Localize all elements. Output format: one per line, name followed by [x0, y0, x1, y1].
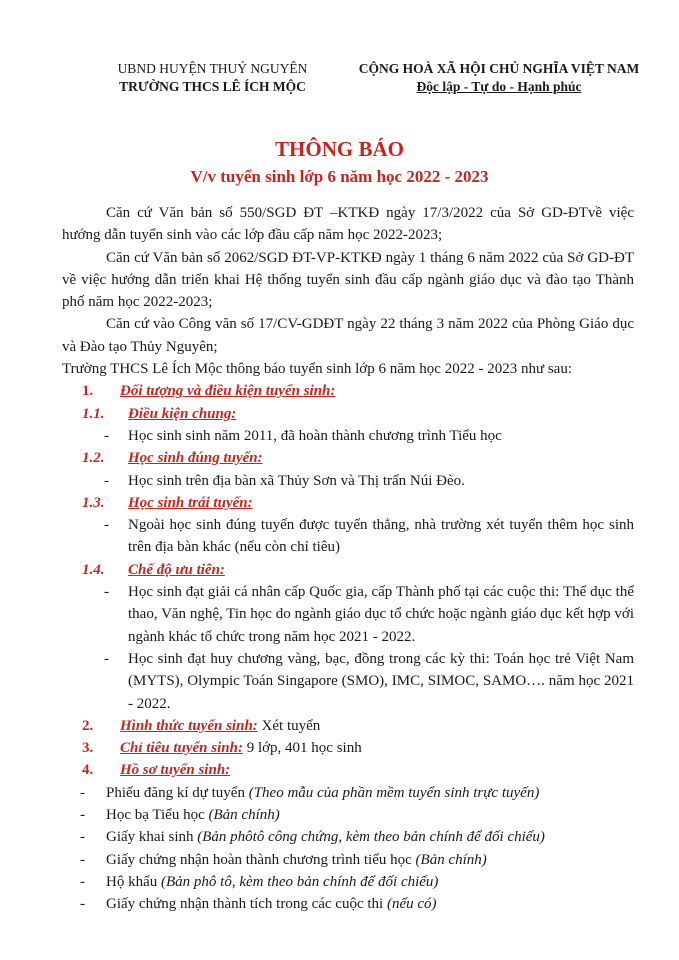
document-title: THÔNG BÁO — [275, 137, 404, 161]
section-1-heading: 1. Đối tượng và điều kiện tuyển sinh: — [82, 383, 336, 400]
issuer-authority: UBND HUYỆN THUỶ NGUYÊN — [117, 61, 308, 76]
national-motto-block — [340, 60, 658, 96]
dossier-item: - Phiếu đăng kí dự tuyển (Theo mẫu của phần mềm tuyển sinh trực tuyến) — [80, 784, 540, 801]
section-2: 2. Hình thức tuyển sinh: Xét tuyển — [82, 717, 321, 734]
dossier-item: - Giấy chứng nhận thành tích trong các cuộc thi (nếu có) — [80, 896, 437, 913]
basis-paragraph-3: Căn cứ vào Công văn số 17/CV-GDĐT ngày 22 tháng 3 năm 2022 của Phòng Giáo dục và Đào tạo Thủy Nguyên; — [62, 316, 634, 355]
national-motto: Độc lập - Tự do - Hạnh phúc — [416, 79, 582, 94]
basis-paragraph-1: Căn cứ Văn bản số 550/SGD ĐT –KTKĐ ngày 17/3/2022 của Sở GD-ĐTvề việc hướng dẫn tuyển sinh vào các lớp đầu cấp năm học 2022-2023; — [62, 205, 634, 244]
section-1-3-heading: 1.3. Học sinh trái tuyến: — [82, 494, 253, 511]
list-item: - Học sinh trên địa bàn xã Thủy Sơn và Thị trấn Núi Đèo. — [104, 472, 465, 489]
issuer-school: TRƯỜNG THCS LÊ ÍCH MỘC — [119, 79, 306, 94]
section-1-2-heading: 1.2. Học sinh đúng tuyến: — [82, 450, 263, 467]
document-subtitle: V/v tuyển sinh lớp 6 năm học 2022 - 2023 — [190, 167, 489, 186]
intro-paragraph: Trường THCS Lê Ích Mộc thông báo tuyển sinh lớp 6 năm học 2022 - 2023 như sau: — [62, 361, 573, 378]
list-item: - Ngoài học sinh đúng tuyến được tuyển thẳng, nhà trường xét tuyển thêm học sinh trên địa bàn khác (nếu còn chỉ tiêu) — [104, 517, 634, 556]
basis-paragraph-2: Căn cứ Văn bản số 2062/SGD ĐT-VP-KTKĐ ngày 1 tháng 6 năm 2022 của Sở GD-ĐT về việc hướng dẫn triển khai Hệ thống tuyển sinh đầu cấp ngành giáo dục và đào tạo Thành phố năm học 2022-2023; — [62, 249, 634, 311]
dossier-item: - Học bạ Tiểu học (Bản chính) — [80, 807, 280, 824]
section-3: 3. Chỉ tiêu tuyển sinh: 9 lớp, 401 học sinh — [82, 740, 362, 757]
list-item: - Học sinh đạt huy chương vàng, bạc, đồng trong các kỳ thi: Toán học trẻ Việt Nam (MYTS), Olympic Toán Singapore (SMO), IMC, SIMOC, SAMO…. năm học 2021 - 2022. — [104, 650, 634, 712]
issuer-block — [90, 60, 335, 96]
list-item: - Học sinh đạt giải cá nhân cấp Quốc gia, cấp Thành phố tại các cuộc thi: Thể dục thể thao, Văn nghệ, Tin học do ngành giáo dục tổ chức hoặc ngành giáo dục kết hợp với ngành khác tổ chức trong năm học 2021 - 2022. — [104, 584, 634, 645]
document-header — [0, 60, 679, 100]
dossier-item: - Giấy chứng nhận hoàn thành chương trình tiểu học (Bản chính) — [80, 851, 487, 868]
section-1-4-heading: 1.4. Chế độ ưu tiên: — [82, 561, 225, 578]
national-title: CỘNG HOÀ XÃ HỘI CHỦ NGHĨA VIỆT NAM — [358, 61, 640, 76]
section-1-1-heading: 1.1. Điều kiện chung: — [82, 405, 237, 422]
section-4-heading: 4. Hồ sơ tuyển sinh: — [82, 762, 231, 779]
document-body — [62, 202, 634, 916]
dossier-item: - Hộ khẩu (Bản phô tô, kèm theo bản chính để đối chiếu) — [80, 873, 439, 890]
dossier-item: - Giấy khai sinh (Bản phôtô công chứng, kèm theo bản chính để đối chiếu) — [80, 829, 545, 846]
list-item: - Học sinh sinh năm 2011, đã hoàn thành chương trình Tiểu học — [104, 427, 502, 444]
